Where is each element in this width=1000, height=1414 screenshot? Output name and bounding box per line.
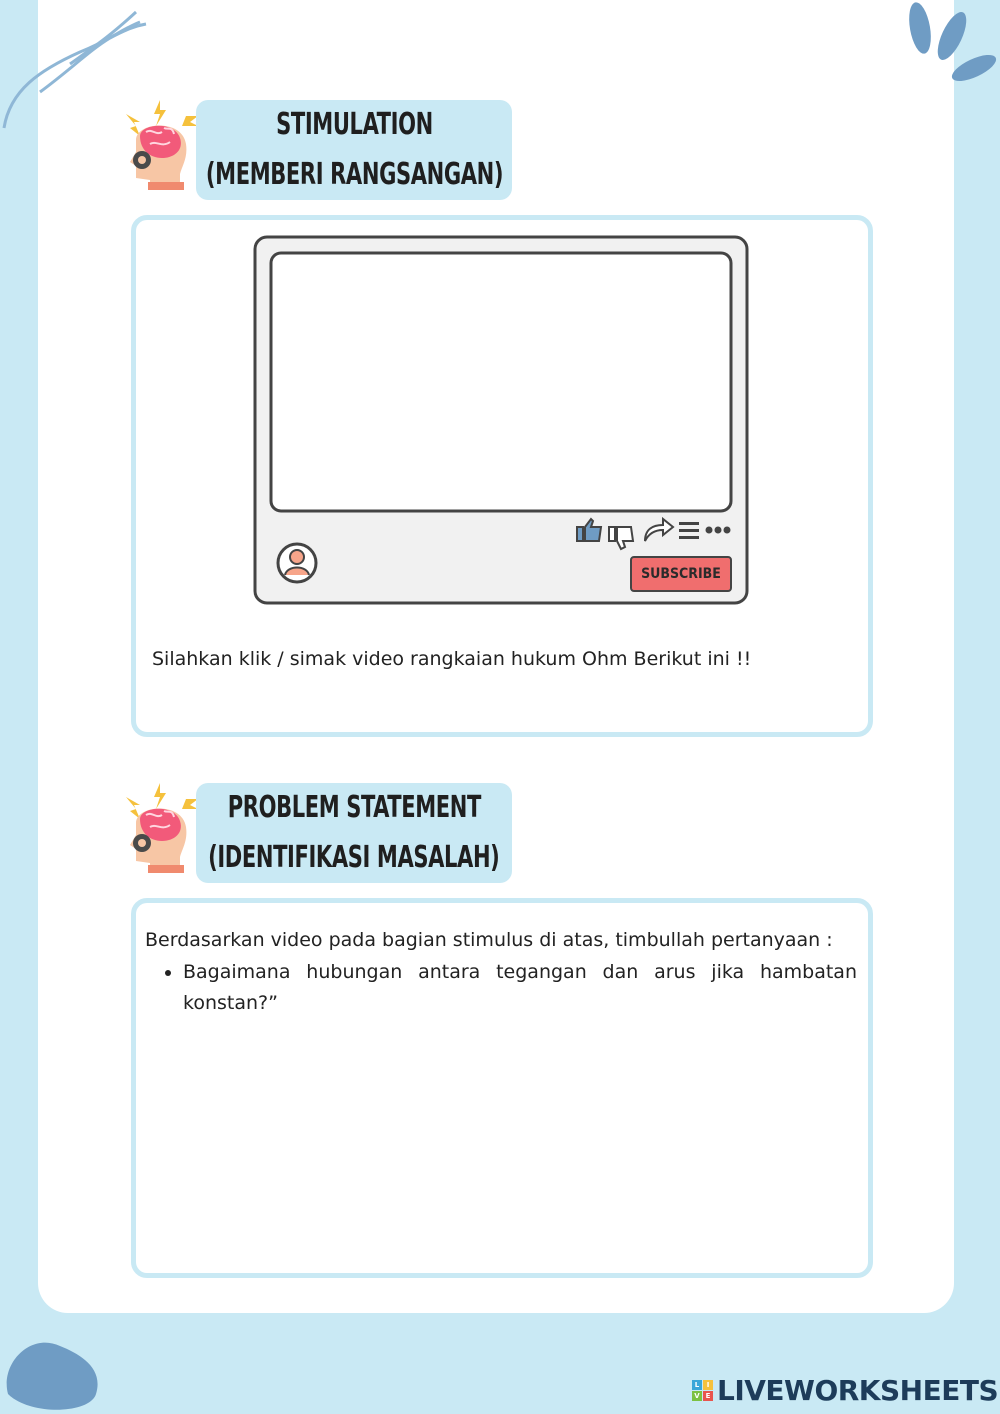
- subscribe-button[interactable]: SUBSCRIBE: [630, 556, 732, 592]
- problem-intro: Berdasarkan video pada bagian stimulus di atas, timbullah pertanyaan :: [145, 929, 833, 951]
- problem-heading: [122, 783, 522, 887]
- brain-head-icon: [122, 783, 202, 883]
- problem-title: PROBLEM STATEMENT: [227, 790, 481, 825]
- avatar-icon: [278, 544, 316, 582]
- problem-question: • Bagaimana hubungan antara tegangan dan arus jika hambatan konstan?”: [183, 957, 857, 1020]
- video-player[interactable]: [253, 235, 749, 605]
- stimulation-subtitle: (MEMBERI RANGSANGAN): [205, 157, 503, 192]
- instruction-text: Silahkan klik / simak video rangkaian hukum Ohm Berikut ini !!: [152, 648, 752, 670]
- liveworksheets-mark-icon: L I V E: [692, 1380, 713, 1401]
- stimulation-title: STIMULATION: [275, 107, 433, 142]
- menu-icon[interactable]: [679, 522, 699, 539]
- stimulation-heading: [122, 100, 522, 204]
- problem-text: [145, 925, 857, 1020]
- liveworksheets-brand: LIVEWORKSHEETS: [717, 1373, 999, 1407]
- brain-head-icon: [122, 100, 202, 200]
- problem-content-box: [131, 898, 873, 1278]
- problem-title-box: [196, 783, 512, 883]
- blob-decoration: [0, 1334, 110, 1414]
- problem-question-list: [145, 957, 857, 1020]
- stimulation-content-box: [131, 215, 873, 737]
- problem-subtitle: (IDENTIFIKASI MASALAH): [208, 840, 500, 875]
- liveworksheets-logo: [692, 1373, 998, 1407]
- stimulation-title-box: [196, 100, 512, 200]
- more-icon[interactable]: [706, 527, 731, 534]
- leaf-decoration: [900, 0, 1000, 90]
